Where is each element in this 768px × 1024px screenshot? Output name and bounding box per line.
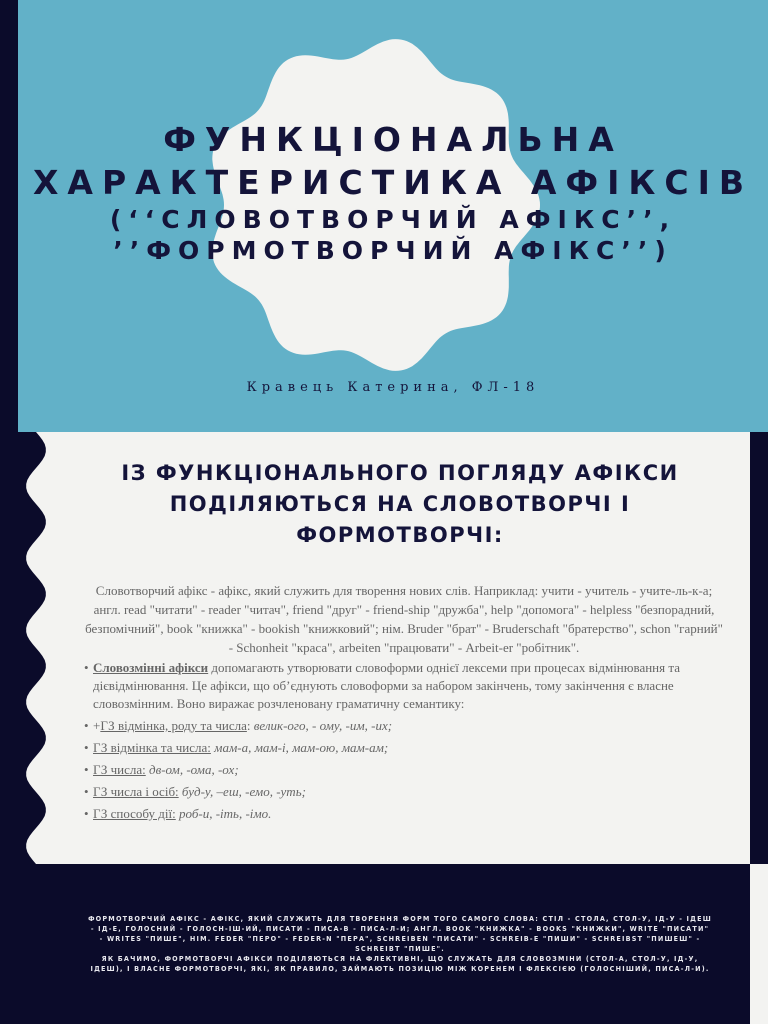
- grammatical-meaning-label: ГЗ числа і осіб:: [93, 784, 179, 799]
- presentation-title: [18, 118, 768, 266]
- example-forms: дв-ом, -ома, -ох;: [149, 762, 239, 777]
- inflectional-affix-list: [86, 659, 722, 827]
- form-building-affix-text: [88, 914, 712, 974]
- example-forms: буд-у, –еш, -емо, -уть;: [181, 784, 306, 799]
- grammatical-meaning-label: ГЗ числа:: [93, 762, 146, 777]
- title-main: ФУНКЦІОНАЛЬНА ХАРАКТЕРИСТИКА АФІКСІВ: [32, 120, 754, 202]
- bullet-prefix: +: [93, 718, 101, 733]
- navy-right-bar: [750, 432, 768, 864]
- wavy-side-band: [0, 432, 60, 864]
- form-building-conclusion: ЯК БАЧИМО, ФОРМОТВОРЧІ АФІКСИ ПОДІЛЯЮТЬСЯ НА ФЛЕКТИВНІ, ЩО СЛУЖАТЬ ДЛЯ СЛОВОЗМІНИ (СТОЛ-А, СТОЛ-У, ІД-У, ІДЕШ), І ВЛАСНЕ ФОРМОТВОРЧІ, ЯКІ, ЯК ПРАВИЛО, ЗАЙМАЮТЬ ПОЗИЦІЮ МІЖ КОРЕНЕМ І ФЛЕКСІЄЮ (ГОЛОСНІШИЙ, ПИСА-Л-И).: [90, 954, 710, 973]
- list-item: [86, 805, 722, 823]
- title-slide: [0, 0, 768, 432]
- light-right-bar: [750, 864, 768, 1024]
- term-inflectional-affixes: Словозмінні афікси: [93, 660, 209, 675]
- content-slide: [0, 432, 768, 864]
- author-line: Кравець Катерина, ФЛ-18: [246, 380, 540, 395]
- grammatical-meaning-label: ГЗ відмінка, роду та числа: [100, 718, 247, 733]
- slide-heading: ІЗ ФУНКЦІОНАЛЬНОГО ПОГЛЯДУ АФІКСИ ПОДІЛЯЮТЬСЯ НА СЛОВОТВОРЧІ І ФОРМОТВОРЧІ:: [121, 461, 679, 547]
- grammatical-meaning-label: ГЗ способу дії:: [93, 806, 176, 821]
- list-item: [86, 761, 722, 779]
- form-building-slide: [0, 864, 768, 1024]
- grammatical-meaning-label: ГЗ відмінка та числа:: [93, 740, 211, 755]
- list-item: [86, 783, 722, 801]
- example-forms: мам-а, мам-і, мам-ою, мам-ам;: [214, 740, 389, 755]
- list-item: [86, 717, 722, 735]
- bullet-text: допомагають утворювати словоформи однієї лексеми при процесах відмінювання та дієвідмінювання. Це афікси, що об’єднують словоформи за набором закінчень, тому закінчення є власне словозмінним. Воно виражає розчленовану граматичну семантику:: [93, 660, 680, 711]
- list-item: [86, 659, 722, 713]
- example-forms: роб-и, -іть, -імо.: [179, 806, 272, 821]
- separator: :: [246, 718, 254, 733]
- title-subtitle: (‘‘СЛОВОТВОРЧИЙ АФІКС’’, ’’ФОРМОТВОРЧИЙ АФІКС’’): [109, 205, 677, 265]
- form-building-definition: ФОРМОТВОРЧИЙ АФІКС - АФІКС, ЯКИЙ СЛУЖИТЬ ДЛЯ ТВОРЕННЯ ФОРМ ТОГО САМОГО СЛОВА: СТІЛ - СТОЛА, СТОЛ-У, ІД-У - ІДЕШ - ІД-Е, ГОЛОСНИЙ - ГОЛОСН-ІШ-ИЙ, ПИСАТИ - ПИСА-В - ПИСА-Л-И; АНГЛ. BOOK "КНИЖКА" - BOOKS "КНИЖКИ", WRITE "ПИСАТИ" - WRITES "ПИШЕ", НІМ. FEDER "ПЕРО" - FEDER-N "ПЕРА", SCHREIBEN "ПИСАТИ" - SCHREIB-E "ПИШИ" - SCHREIBST "ПИШЕШ" - SCHREIBT "ПИШЕ".: [88, 914, 712, 953]
- list-item: [86, 739, 722, 757]
- word-forming-affix-definition: Словотворчий афікс - афікс, який служить для творення нових слів. Наприклад: учити - учитель - учите-ль-к-а; англ. read "читати" - reader "читач", friend "друг" - friend-ship "дружба", help "допомога" - helpless "безпорадний, безпомічний", book "книжка" - bookish "книжковий"; нім. Bruder "брат" - Bruderschaft "братерство", schon "гарний" - Schonheit "краса", arbeiten "працювати" - Arbeit-er "робітник".: [85, 583, 723, 655]
- example-forms: велик-ого, - ому, -им, -их;: [253, 718, 393, 733]
